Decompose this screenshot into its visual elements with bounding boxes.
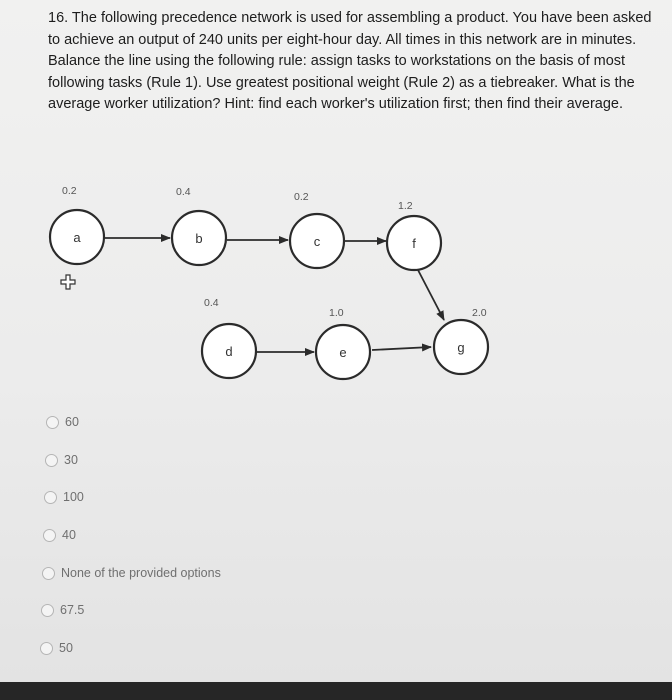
option-label: 67.5 xyxy=(60,603,85,617)
time-d: 0.4 xyxy=(204,297,219,309)
option-label: 100 xyxy=(63,490,84,504)
radio-button[interactable] xyxy=(43,529,56,542)
option-40[interactable] xyxy=(43,528,76,542)
option-60[interactable] xyxy=(46,415,79,429)
radio-button[interactable] xyxy=(42,567,55,580)
time-f: 1.2 xyxy=(398,200,413,212)
node-e xyxy=(316,325,370,379)
svg-text:f: f xyxy=(412,236,416,251)
svg-text:e: e xyxy=(339,345,347,360)
question-text: 16. The following precedence network is used for assembling a product. You have been asked to achieve an output of 240 units per eight-hour day. All times in this network are in minutes. Balance the line using the following rule: assign tasks to workstations on the basis of most following tasks (Rule 1). Use greatest positional weight (Rule 2) as a tiebreaker. What is the average worker utilization? Hint: find each worker's utilization first; then find their average. xyxy=(48,10,652,112)
bottom-bar xyxy=(0,682,672,700)
time-b: 0.4 xyxy=(176,186,191,198)
option-30[interactable] xyxy=(45,453,78,467)
option-label: 30 xyxy=(64,453,78,467)
option-none[interactable] xyxy=(42,566,221,580)
svg-text:a: a xyxy=(73,230,81,245)
time-c: 0.2 xyxy=(294,191,309,203)
node-a xyxy=(50,210,104,264)
svg-text:c: c xyxy=(313,234,321,249)
node-d xyxy=(202,324,256,378)
radio-button[interactable] xyxy=(44,491,57,504)
edge-e-g xyxy=(372,347,431,350)
radio-button[interactable] xyxy=(40,642,53,655)
time-a: 0.2 xyxy=(62,185,77,197)
option-label: 50 xyxy=(59,641,73,655)
option-label: 40 xyxy=(62,528,76,542)
node-c xyxy=(290,214,344,268)
option-label: None of the provided options xyxy=(61,566,221,580)
edge-f-g xyxy=(418,270,444,320)
option-label: 60 xyxy=(65,415,79,429)
svg-text:d: d xyxy=(225,344,233,359)
time-e: 1.0 xyxy=(329,307,344,319)
node-b xyxy=(172,211,226,265)
node-g xyxy=(434,320,488,374)
node-f xyxy=(387,216,441,270)
move-cursor-icon xyxy=(61,275,75,289)
radio-button[interactable] xyxy=(45,454,58,467)
svg-text:g: g xyxy=(457,340,465,355)
svg-text:b: b xyxy=(195,231,203,246)
radio-button[interactable] xyxy=(46,416,59,429)
option-100[interactable] xyxy=(44,490,84,504)
time-g: 2.0 xyxy=(472,307,487,319)
option-67-5[interactable] xyxy=(41,603,84,617)
option-50[interactable] xyxy=(40,641,73,655)
radio-button[interactable] xyxy=(41,604,54,617)
